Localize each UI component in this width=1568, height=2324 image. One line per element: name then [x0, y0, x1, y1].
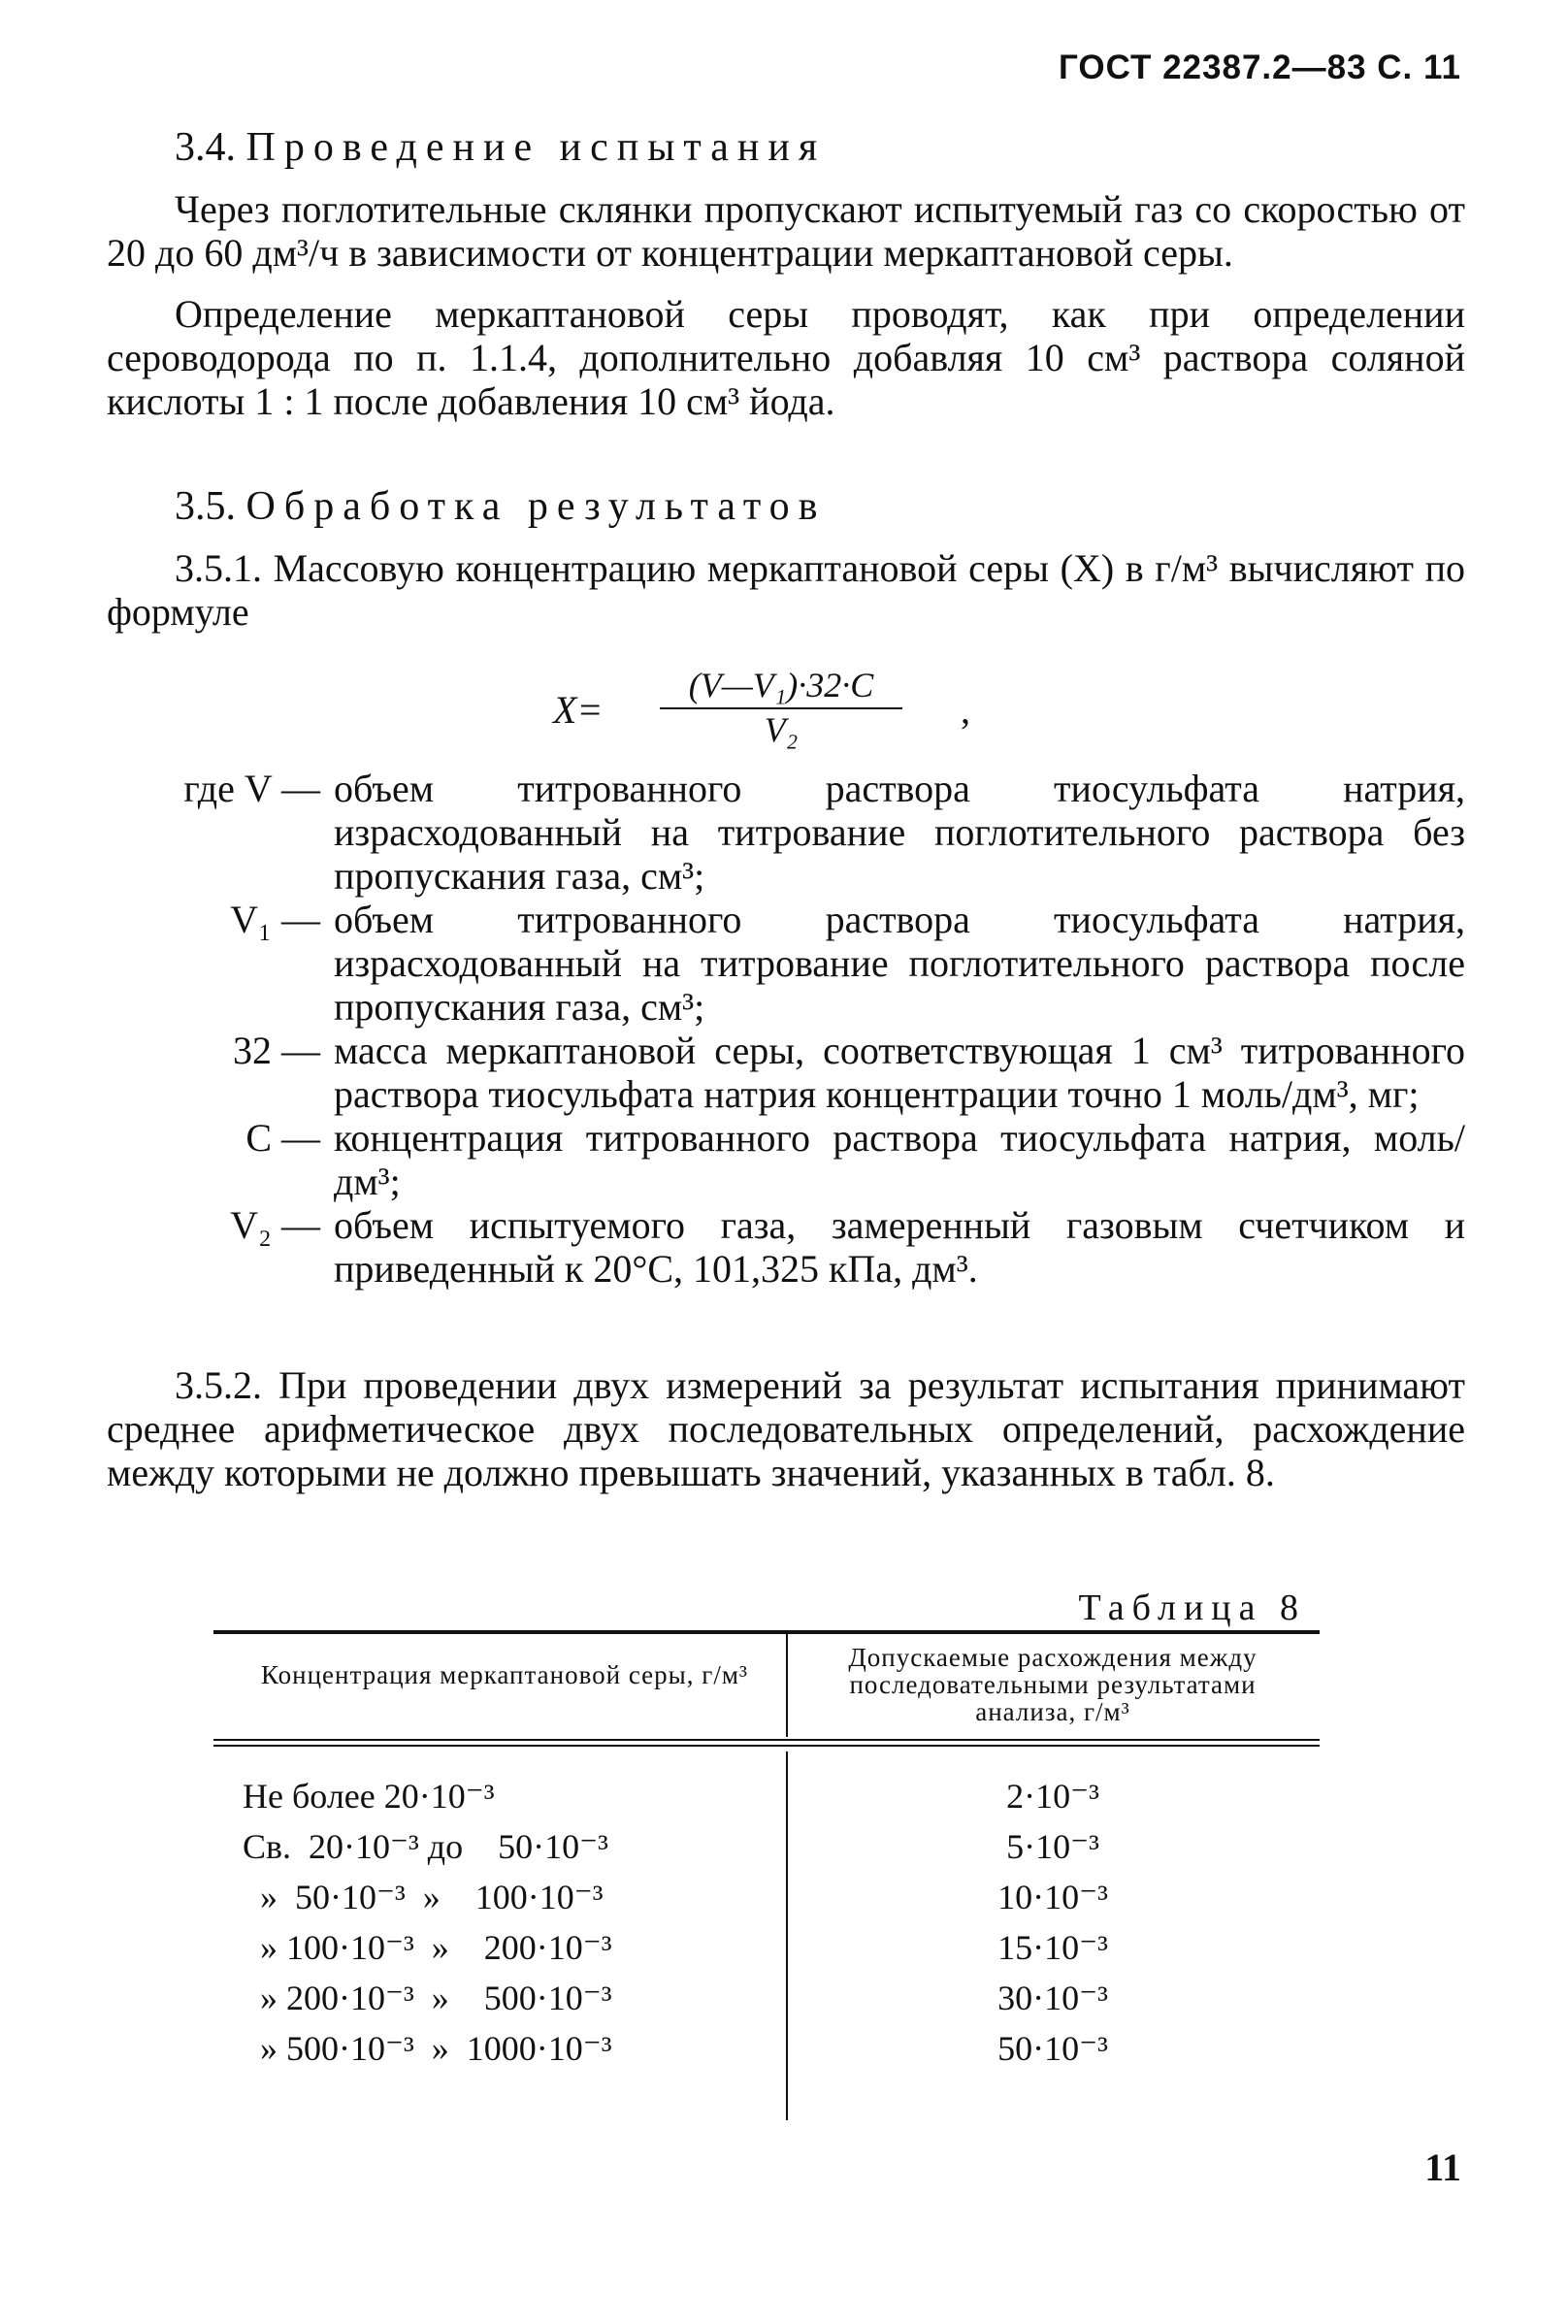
- formula-lhs: X=: [553, 688, 604, 732]
- table-8: [213, 1630, 1320, 2120]
- legend-item: [107, 1116, 1465, 1203]
- legend-text: концентрация титрованного раствора тиосульфата натрия, моль/дм³;: [334, 1116, 1465, 1203]
- section-3-5-2: [107, 1363, 1465, 1494]
- table-cell-tolerance: 2·10⁻³: [1006, 1777, 1099, 1816]
- table-row: [213, 1776, 1320, 1826]
- table-row: [213, 1978, 1320, 2028]
- paragraph: Определение меркаптановой серы проводят, как при определении сероводорода по п. 1.1.4, дополнительно добавляя 10 см³ раствора соляной кислоты 1 : 1 после добавления 10 см³ йода.: [107, 292, 1465, 423]
- table-cell-tolerance: 50·10⁻³: [997, 2029, 1108, 2068]
- section-3-4: [107, 126, 1465, 423]
- table-cell-tolerance: 30·10⁻³: [997, 1979, 1108, 2017]
- legend-text: объем испытуемого газа, замеренный газовым счетчиком и приведенный к 20°С, 101,325 кПа, дм³.: [334, 1203, 1465, 1291]
- legend-symbol: V₁ —: [230, 898, 320, 941]
- table-row: [213, 1826, 1320, 1877]
- legend-text: масса меркаптановой серы, соответствующая 1 см³ титрованного раствора тиосульфата натрия концентрации точно 1 моль/дм³, мг;: [334, 1029, 1465, 1116]
- legend-item: [107, 898, 1465, 1029]
- table-cell-tolerance: 15·10⁻³: [997, 1928, 1108, 1967]
- table-cell-concentration: Св. 20·10⁻³ до 50·10⁻³: [243, 1827, 608, 1866]
- table-row: [213, 1927, 1320, 1978]
- table-header-divider: [786, 1630, 788, 1737]
- table-header-rule: [213, 1745, 1320, 1747]
- heading-text: Обработка результатов: [245, 484, 827, 529]
- table-header-rule: [213, 1739, 1320, 1741]
- legend-symbol: V₂ —: [230, 1203, 320, 1247]
- formula-denominator: V₂: [764, 710, 799, 749]
- page-number: 11: [1424, 2145, 1461, 2189]
- table-cell-concentration: » 200·10⁻³ » 500·10⁻³: [243, 1979, 612, 2017]
- table-cell-tolerance: 5·10⁻³: [1006, 1827, 1099, 1866]
- legend-symbol: C —: [245, 1116, 320, 1160]
- heading-number: 3.5.: [175, 484, 236, 529]
- section-3-5: [107, 485, 1465, 634]
- heading-number: 3.4.: [175, 125, 236, 170]
- table-header-col1: Концентрация меркаптановой серы, г/м³: [260, 1660, 749, 1689]
- table-row: [213, 2028, 1320, 2079]
- legend-symbol: где V —: [183, 767, 320, 810]
- table-cell-concentration: » 500·10⁻³ » 1000·10⁻³: [243, 2029, 612, 2068]
- table-row: [213, 1877, 1320, 1927]
- table-cell-concentration: Не более 20·10⁻³: [243, 1777, 495, 1816]
- table-top-rule: [213, 1630, 1320, 1634]
- legend-item: [107, 1029, 1465, 1116]
- legend-symbol: 32 —: [233, 1029, 320, 1072]
- paragraph-3-5-1: 3.5.1. Массовую концентрацию меркаптановой серы (X) в г/м³ вычисляют по формуле: [107, 546, 1465, 634]
- formula-numerator: (V—V₁)·32·C: [660, 665, 902, 709]
- table-cell-concentration: » 100·10⁻³ » 200·10⁻³: [243, 1928, 612, 1967]
- formula-legend: [107, 767, 1465, 1291]
- paragraph-3-5-2: 3.5.2. При проведении двух измерений за результат испытания принимают среднее арифметическое двух последовательных определений, расхождение между которыми не должно превышать значений, указанных в табл. 8.: [107, 1363, 1465, 1494]
- section-heading-3-4: [107, 126, 1465, 170]
- table-cell-tolerance: 10·10⁻³: [997, 1878, 1108, 1916]
- legend-item: [107, 767, 1465, 898]
- heading-text: Проведение испытания: [245, 125, 827, 170]
- legend-text: объем титрованного раствора тиосульфата натрия, израсходованный на титрование поглотительного раствора после пропускания газа, см³;: [334, 898, 1465, 1029]
- legend-item: [107, 1203, 1465, 1291]
- table-cell-concentration: » 50·10⁻³ » 100·10⁻³: [243, 1878, 604, 1916]
- table-caption: Таблица 8: [1078, 1588, 1306, 1628]
- running-head: ГОСТ 22387.2—83 С. 11: [1058, 49, 1461, 86]
- formula-comma: ,: [961, 688, 970, 732]
- paragraph: Через поглотительные склянки пропускают испытуемый газ со скоростью от 20 до 60 дм³/ч в зависимости от концентрации меркаптановой серы.: [107, 187, 1465, 275]
- legend-text: объем титрованного раствора тиосульфата натрия, израсходованный на титрование поглотительного раствора без пропускания газа, см³;: [334, 767, 1465, 898]
- section-heading-3-5: [107, 485, 1465, 529]
- formula-fraction: [660, 665, 902, 750]
- table-header-col2: Допускаемые расхождения между последовательными результатами анализа, г/м³: [848, 1643, 1258, 1726]
